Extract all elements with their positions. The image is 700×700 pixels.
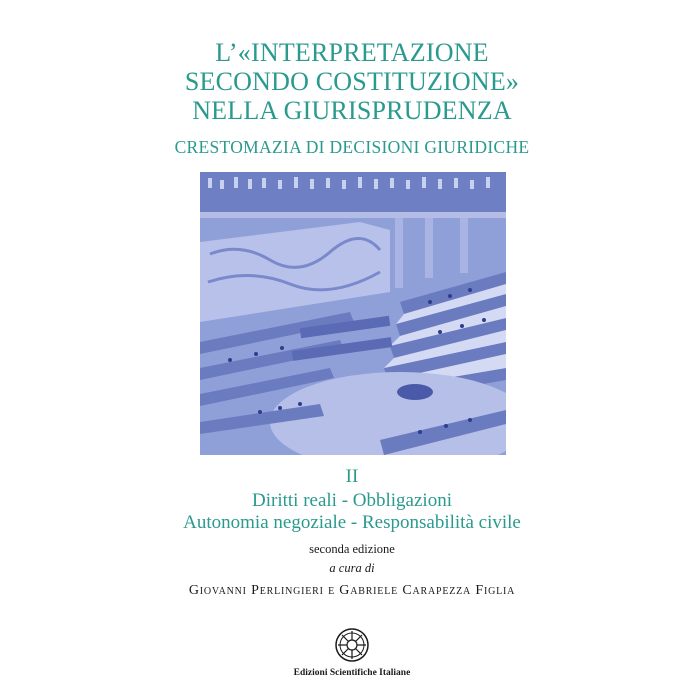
book-cover bbox=[156, 0, 548, 700]
title-line-2: SECONDO COSTITUZIONE» bbox=[184, 67, 520, 96]
authors: Giovanni Perlingieri e Gabriele Carapezza Figlia bbox=[188, 583, 516, 598]
title-line-3: NELLA GIURISPRUDENZA bbox=[192, 96, 512, 125]
volume-number: II bbox=[345, 466, 359, 487]
edition-label: seconda edizione bbox=[309, 542, 395, 556]
volume-topics-line-2: Autonomia negoziale - Responsabilità civile bbox=[183, 512, 521, 533]
publisher-name: Edizioni Scientifiche Italiane bbox=[293, 668, 411, 678]
subtitle: CRESTOMAZIA DI DECISIONI GIURIDICHE bbox=[174, 137, 530, 157]
volume-topics-line-1: Diritti reali - Obbligazioni bbox=[252, 490, 452, 511]
parliament-chamber-image bbox=[200, 172, 506, 455]
title-line-1: L’«INTERPRETAZIONE bbox=[215, 38, 489, 67]
editor-intro: a cura di bbox=[329, 561, 375, 575]
cover-illustration bbox=[200, 172, 506, 455]
publisher-seal-icon bbox=[334, 627, 370, 663]
